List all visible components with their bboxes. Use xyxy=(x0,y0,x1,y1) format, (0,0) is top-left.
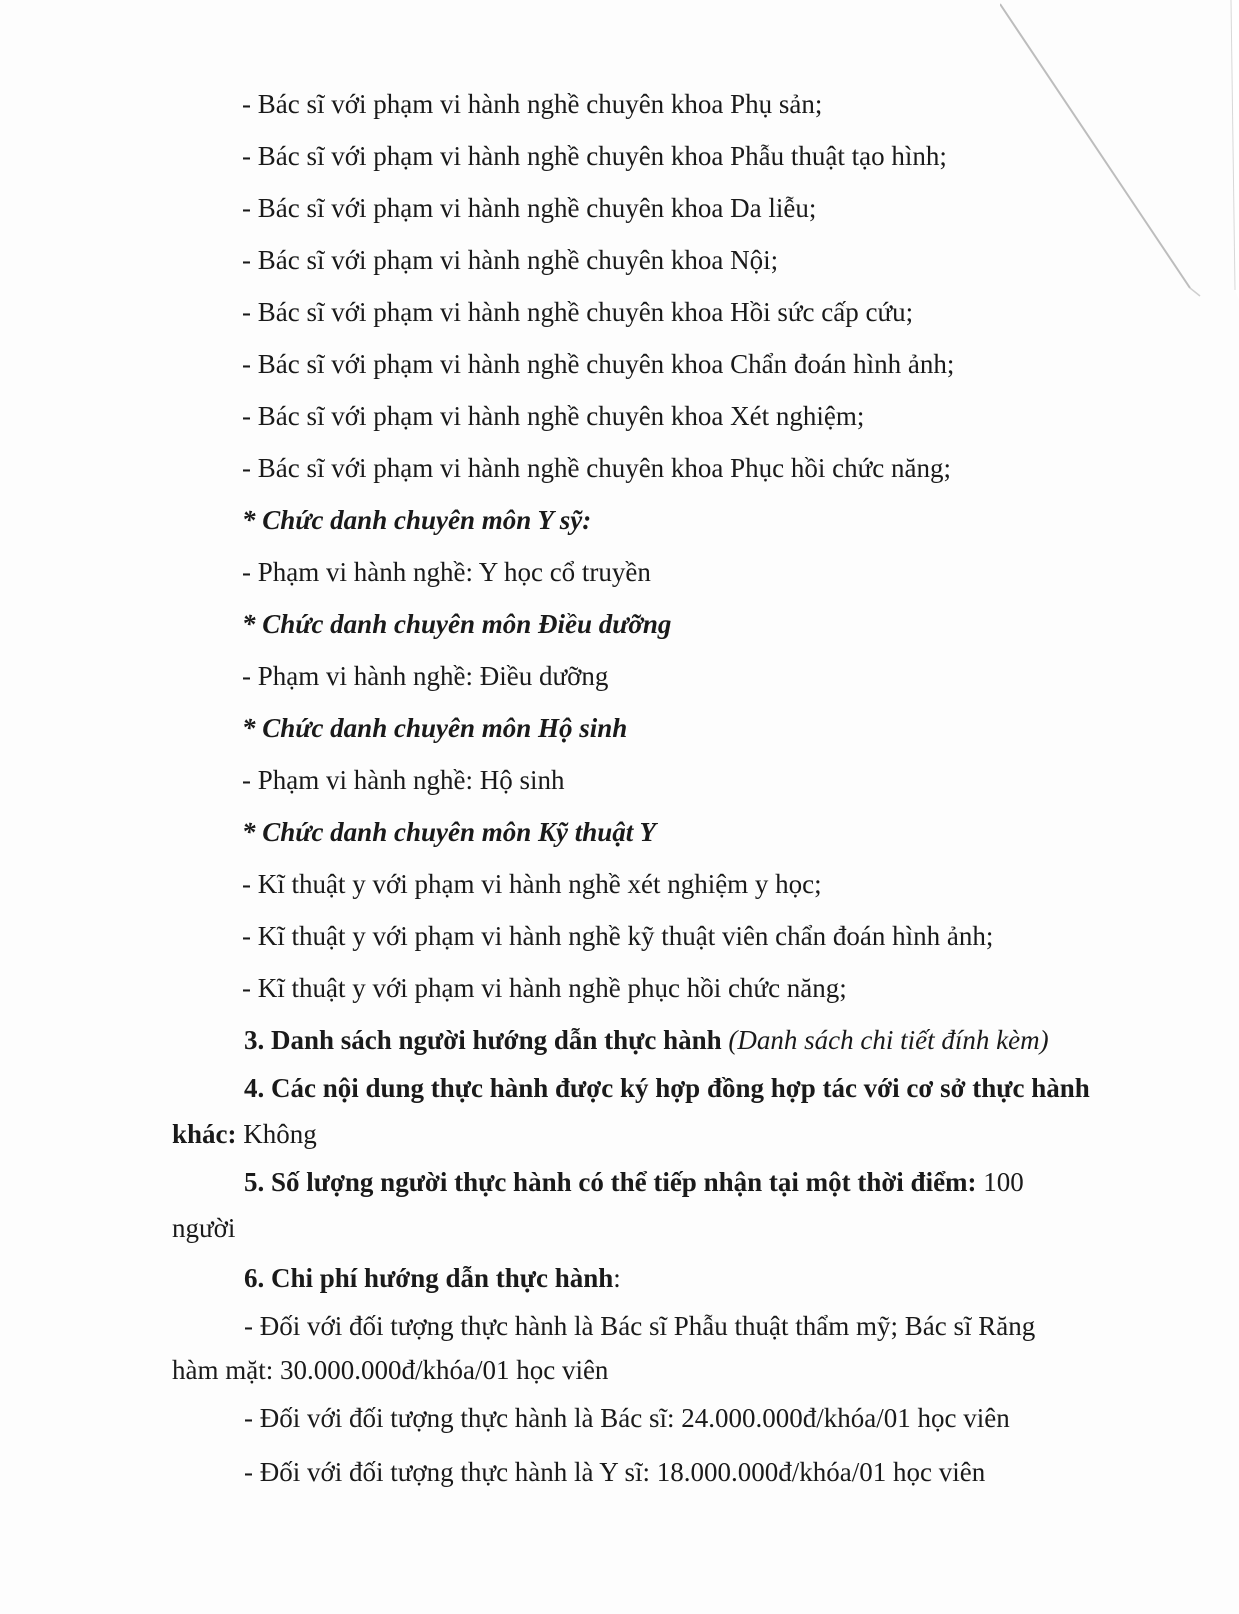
section-heading-ho-sinh: * Chức danh chuyên môn Hộ sinh xyxy=(242,713,628,743)
section-heading-ky-thuat-y: * Chức danh chuyên môn Kỹ thuật Y xyxy=(242,817,657,847)
section-4-heading-cont: khác: xyxy=(172,1119,237,1149)
list-item: - Kĩ thuật y với phạm vi hành nghề xét nghiệm y học; xyxy=(242,869,822,899)
fee-item-1-cont: hàm mặt: 30.000.000đ/khóa/01 học viên xyxy=(172,1355,609,1385)
section-heading-y-sy: * Chức danh chuyên môn Y sỹ: xyxy=(242,505,592,535)
fee-item-1: - Đối với đối tượng thực hành là Bác sĩ Phẫu thuật thẩm mỹ; Bác sĩ Răng xyxy=(244,1311,1036,1341)
list-item: - Bác sĩ với phạm vi hành nghề chuyên khoa Phụ sản; xyxy=(242,89,823,119)
section-5-cont: người xyxy=(172,1213,236,1243)
section-6-heading: 6. Chi phí hướng dẫn thực hành xyxy=(244,1263,614,1293)
list-item: - Phạm vi hành nghề: Điều dưỡng xyxy=(242,661,609,691)
section-5 xyxy=(244,1166,1024,1198)
list-item: - Kĩ thuật y với phạm vi hành nghề kỹ thuật viên chẩn đoán hình ảnh; xyxy=(242,921,994,951)
fee-item-2: - Đối với đối tượng thực hành là Bác sĩ: 24.000.000đ/khóa/01 học viên xyxy=(244,1403,1010,1433)
section-4-cont xyxy=(172,1118,317,1150)
list-item: - Bác sĩ với phạm vi hành nghề chuyên khoa Chẩn đoán hình ảnh; xyxy=(242,349,955,379)
list-item: - Bác sĩ với phạm vi hành nghề chuyên khoa Phẫu thuật tạo hình; xyxy=(242,141,947,171)
section-3 xyxy=(244,1024,1049,1056)
list-item: - Bác sĩ với phạm vi hành nghề chuyên khoa Nội; xyxy=(242,245,779,275)
corner-crease xyxy=(1000,0,1239,300)
list-item: - Bác sĩ với phạm vi hành nghề chuyên khoa Xét nghiệm; xyxy=(242,401,865,431)
fee-item-3: - Đối với đối tượng thực hành là Y sĩ: 18.000.000đ/khóa/01 học viên xyxy=(244,1457,986,1487)
section-5-value: 100 xyxy=(983,1167,1024,1197)
section-4-value: Không xyxy=(243,1119,317,1149)
list-item: - Bác sĩ với phạm vi hành nghề chuyên khoa Phục hồi chức năng; xyxy=(242,453,952,483)
list-item: - Phạm vi hành nghề: Hộ sinh xyxy=(242,765,565,795)
section-heading-dieu-duong: * Chức danh chuyên môn Điều dưỡng xyxy=(242,609,672,639)
section-3-heading: 3. Danh sách người hướng dẫn thực hành xyxy=(244,1025,722,1055)
section-5-heading: 5. Số lượng người thực hành có thể tiếp nhận tại một thời điểm: xyxy=(244,1167,977,1197)
section-6-colon: : xyxy=(613,1263,621,1293)
list-item: - Bác sĩ với phạm vi hành nghề chuyên khoa Da liễu; xyxy=(242,193,817,223)
section-4-heading: 4. Các nội dung thực hành được ký hợp đồng hợp tác với cơ sở thực hành xyxy=(244,1073,1090,1103)
section-6 xyxy=(244,1262,621,1294)
section-3-note: (Danh sách chi tiết đính kèm) xyxy=(728,1025,1049,1055)
list-item: - Phạm vi hành nghề: Y học cổ truyền xyxy=(242,557,651,587)
list-item: - Bác sĩ với phạm vi hành nghề chuyên khoa Hồi sức cấp cứu; xyxy=(242,297,914,327)
list-item: - Kĩ thuật y với phạm vi hành nghề phục hồi chức năng; xyxy=(242,973,847,1003)
